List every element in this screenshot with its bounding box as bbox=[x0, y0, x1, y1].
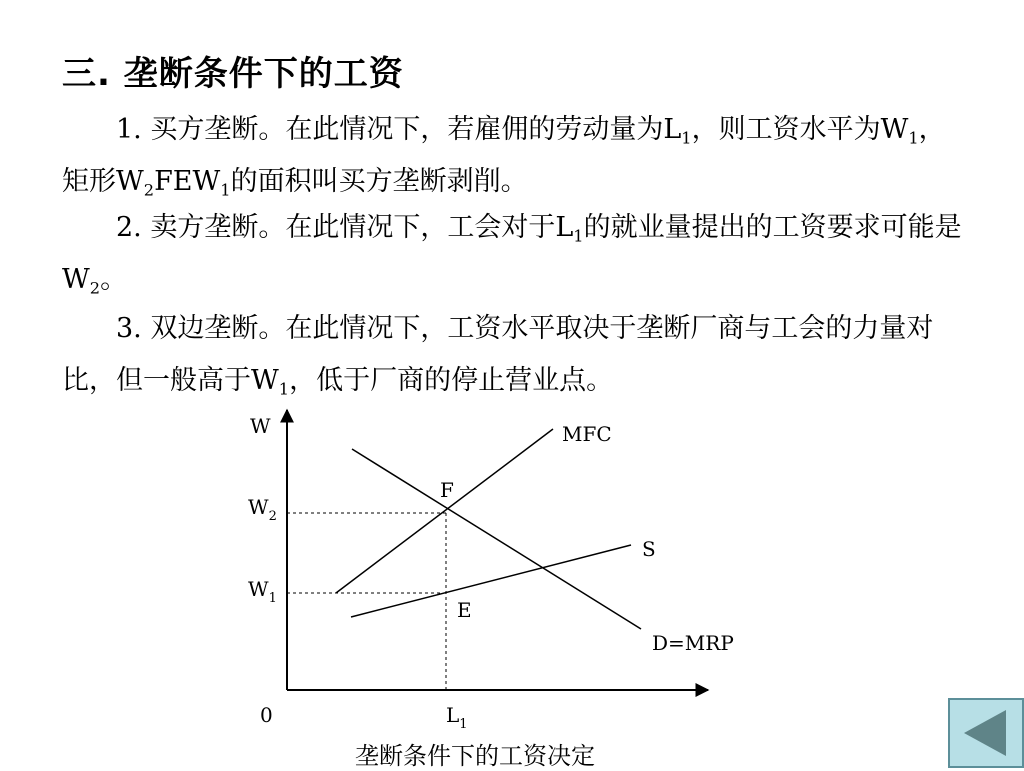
text-segment: FEW bbox=[154, 166, 221, 197]
text-segment: 的就业量提出的工资要求可能是W bbox=[62, 212, 962, 295]
triangle-left-icon bbox=[950, 700, 1022, 766]
subscript: 1 bbox=[278, 379, 290, 399]
text-segment: ，矩形W bbox=[62, 114, 946, 197]
subscript: 2 bbox=[89, 278, 101, 298]
page-title: 三. 垄断条件下的工资 bbox=[62, 54, 404, 94]
supply-curve bbox=[351, 545, 631, 617]
text-segment: ，则工资水平为W bbox=[691, 114, 909, 145]
text-segment: 1. 买方垄断。在此情况下，若雇佣的劳动量为L bbox=[116, 114, 682, 145]
supply-label: S bbox=[642, 537, 656, 561]
mfc-label: MFC bbox=[562, 422, 612, 446]
w1-tick-label: $W_1$ bbox=[248, 577, 277, 606]
origin-label: 0 bbox=[260, 703, 273, 727]
text-segment: 3. 双边垄断。在此情况下，工资水平取决于垄断厂商与工会的力量对比，但一般高于W bbox=[62, 313, 934, 396]
mfc-curve bbox=[336, 429, 553, 593]
l1-tick-label: $L_1$ bbox=[446, 703, 468, 732]
point-f-label: F bbox=[440, 478, 454, 502]
diagram-caption: 垄断条件下的工资决定 bbox=[355, 742, 595, 770]
text-segment: ，低于厂商的停止营业点。 bbox=[289, 365, 614, 396]
demand-mrp-curve bbox=[352, 449, 641, 629]
y-axis-label: W bbox=[250, 414, 271, 438]
subscript: 1 bbox=[220, 180, 231, 200]
demand-label: D=MRP bbox=[652, 631, 734, 655]
subscript: 1 bbox=[573, 226, 584, 246]
back-button[interactable] bbox=[948, 698, 1024, 768]
point-e-label: E bbox=[457, 598, 472, 622]
text-segment: 。 bbox=[100, 264, 128, 295]
subscript: 1 bbox=[681, 128, 692, 148]
subscript: 1 bbox=[908, 128, 919, 148]
subscript: 2 bbox=[143, 180, 155, 200]
text-segment: 的面积叫买方垄断剥削。 bbox=[230, 166, 528, 197]
w2-tick-label: $W_2$ bbox=[248, 495, 277, 524]
text-segment: 2. 卖方垄断。在此情况下，工会对于L bbox=[116, 212, 574, 243]
